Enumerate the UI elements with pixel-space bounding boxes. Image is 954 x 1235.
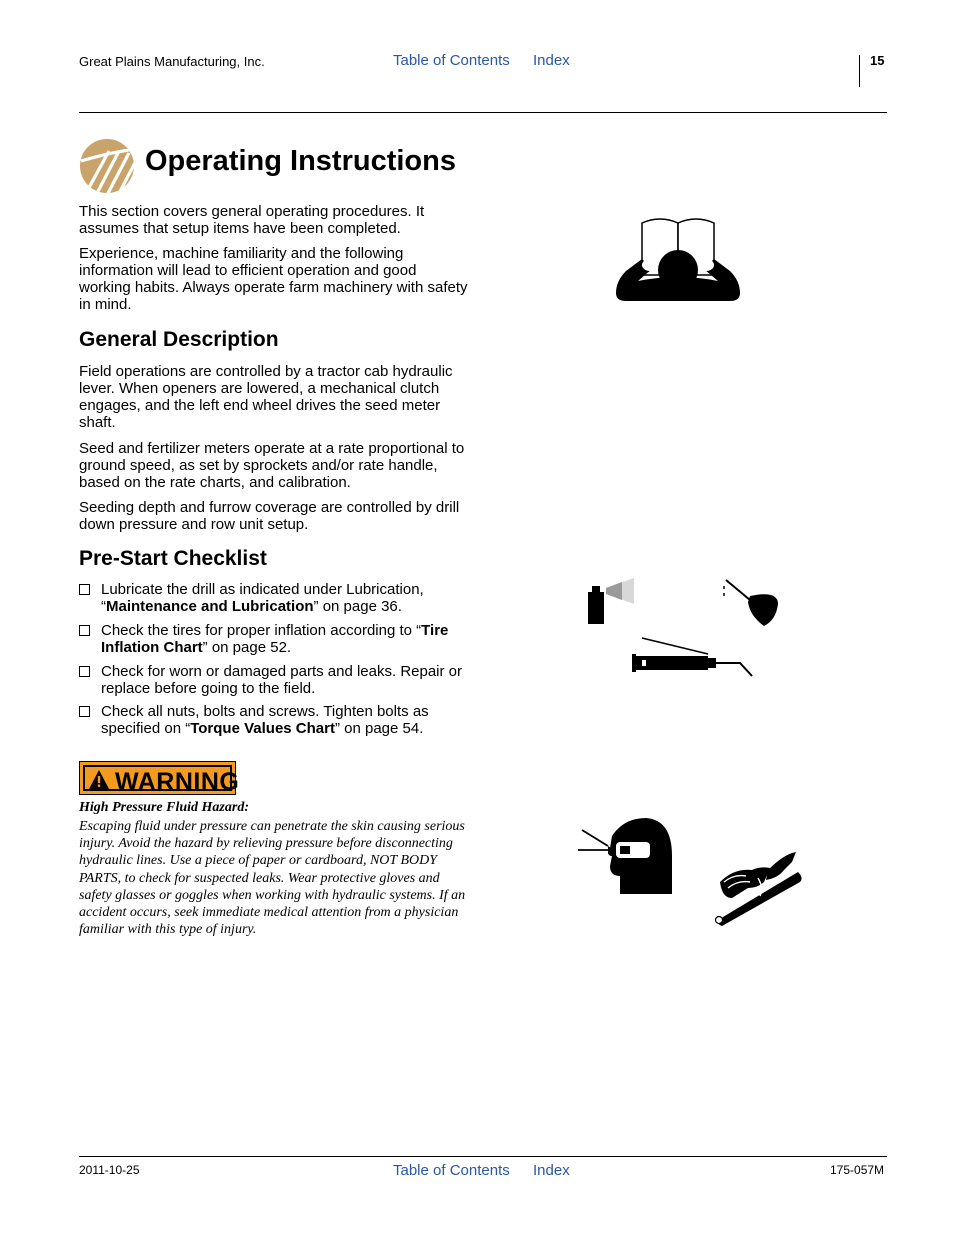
reading-manual-icon [612, 215, 744, 307]
checklist-text: Check for worn or damaged parts and leaks. Repair or replace before going to the field. [101, 663, 463, 697]
warning-label: WARNING [115, 768, 240, 796]
company-name: Great Plains Manufacturing, Inc. [79, 54, 265, 69]
checklist-text-end: ” on page 54. [334, 720, 424, 737]
checkbox-icon [79, 625, 90, 636]
general-description-heading: General Description [79, 328, 279, 351]
intro-section-2 [79, 245, 471, 313]
checklist-item [79, 703, 471, 739]
page-title: Operating Instructions [145, 145, 456, 177]
index-link[interactable]: Index [533, 52, 570, 69]
checklist-item [79, 581, 471, 617]
intro-section [79, 203, 471, 237]
general-description-paragraph-1: Field operations are controlled by a tractor cab hydraulic lever. When openers are lowered, a mechanical clutch engages, and the left end wheel drives the seed meter shaft. [79, 363, 453, 431]
checklist-reference: Torque Values Chart [190, 720, 335, 737]
intro-paragraph-2: Experience, machine familiarity and the following information will lead to efficient operation and good working habits. Always operate farm machinery with safety in mind. [79, 245, 468, 313]
footer-index-link[interactable]: Index [533, 1162, 570, 1179]
checklist-text: Check the tires for proper inflation according to “ [101, 622, 422, 639]
hazard-title: High Pressure Fluid Hazard: [79, 800, 249, 815]
part-number: 175-057M [830, 1163, 885, 1177]
general-description-paragraph-2: Seed and fertilizer meters operate at a rate proportional to ground speed, as set by sprockets and/or rate handle, based on the rate charts, and calibration. [79, 440, 465, 491]
checklist-text-end: ” on page 52. [202, 639, 292, 656]
warning-badge [79, 761, 240, 796]
checkbox-icon [79, 706, 90, 717]
checklist-text: Lubricate the drill as indicated under Lubrication, “ [101, 581, 424, 615]
header-divider [859, 55, 860, 87]
checkbox-icon [79, 666, 90, 677]
checklist-text: Check all nuts, bolts and screws. Tighten bolts as specified on “ [101, 703, 429, 737]
general-description-p3 [79, 499, 471, 533]
checklist-item [79, 622, 471, 658]
table-of-contents-link[interactable]: Table of Contents [393, 52, 510, 69]
hazard-text: Escaping fluid under pressure can penetrate the skin causing serious injury. Avoid the hazard by relieving pressure before disconnecting hydraulic lines. Use a piece of paper or cardboard, NOT BODY PARTS, to check for suspected leaks. Wear protective gloves and safety glasses or goggles when working with hydraulic systems. If an accident occurs, seek immediate medical attention from a physician familiar with this type of injury. [79, 819, 466, 938]
checklist-reference: Tire Inflation Chart [101, 622, 449, 656]
footer-date: 2011-10-25 [79, 1163, 140, 1177]
checklist-text-end: ” on page 36. [313, 598, 402, 615]
page-number: 15 [870, 53, 885, 68]
checklist-item [79, 663, 471, 699]
general-description-p2 [79, 440, 471, 491]
warning-triangle-icon [88, 769, 110, 791]
hydraulic-leak-hand-icon [710, 848, 806, 926]
checkbox-icon [79, 584, 90, 595]
intro-paragraph-1: This section covers general operating procedures. It assumes that setup items have been completed. [79, 203, 425, 237]
checklist-reference: Maintenance and Lubrication [106, 598, 314, 615]
lubrication-icon [584, 576, 784, 684]
header-rule [79, 112, 887, 113]
footer-table-of-contents-link[interactable]: Table of Contents [393, 1162, 510, 1179]
pre-start-checklist-heading: Pre-Start Checklist [79, 547, 267, 570]
general-description-p1 [79, 363, 471, 431]
general-description-paragraph-3: Seeding depth and furrow coverage are controlled by drill down pressure and row unit setup. [79, 499, 460, 533]
footer-rule [79, 1156, 887, 1157]
great-plains-logo [79, 137, 135, 195]
safety-goggles-icon [576, 816, 676, 898]
